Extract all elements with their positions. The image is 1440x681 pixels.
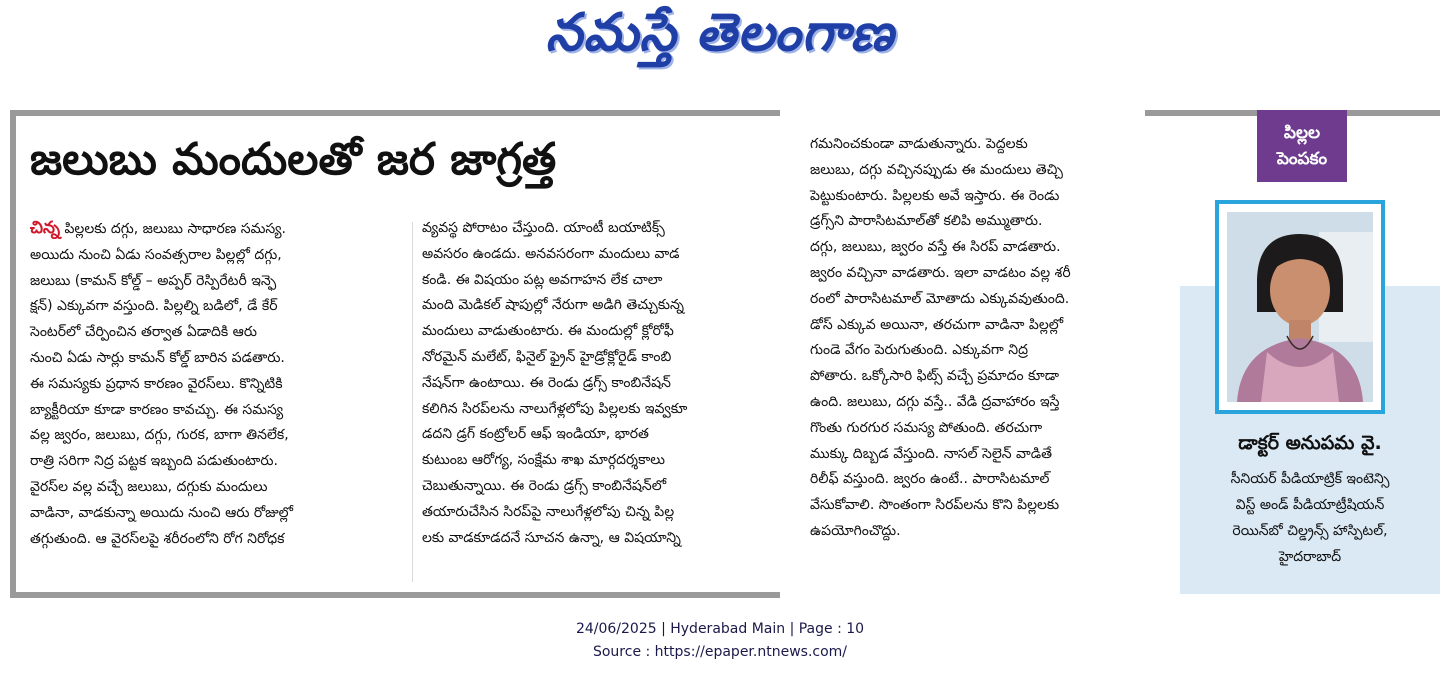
author-sidebar bbox=[1145, 110, 1440, 600]
column-divider bbox=[412, 222, 413, 582]
newspaper-logo: నమస్తే తెలంగాణ bbox=[545, 2, 895, 63]
person-portrait-icon bbox=[1227, 212, 1373, 402]
masthead bbox=[0, 0, 1440, 78]
doctor-name: డాక్టర్ అనుపమ వై. bbox=[1238, 432, 1382, 454]
article-top-rule bbox=[10, 110, 780, 116]
article-column-2: వ్యవస్థ పోరాటం చేస్తుంది. యాంటీ బయాటిక్స్ అవసరం ఉండదు. అనవసరంగా మందులు వాడ కండి. ఈ విషయం పట్ల అవగాహన లేక చాలా మంది మెడికల్ షాపుల్లో నేరుగా అడిగి తెచ్చుకున్న మందులు వాడుతుంటారు. ఈ మందుల్లో క్లోరోఫీ నోరమైన్ మలేట్, ఫినైల్ ఫ్రైన్ హైడ్రోక్లోరైడ్ కాంబి నేషన్‌గా ఉంటాయి. ఈ రెండు డ్రగ్స్ కాంబినేషన్ కలిగిన సిరప్‌లను నాలుగేళ్లలోపు పిల్లలకు ఇవ్వకూ డదని డ్రగ్ కంట్రోలర్ ఆఫ్ ఇండియా, భారత కుటుంబ ఆరోగ్య, సంక్షేమ శాఖ మార్గదర్శకాలు చెబుతున్నాయి. ఈ రెండు డ్రగ్స్ కాంబినేషన్‌లో తయారుచేసిన సిరప్‌పై నాలుగేళ్లలోపు చిన్న పిల్ల లకు వాడకూడదనే సూచన ఉన్నా, ఆ విషయాన్ని bbox=[422, 220, 688, 546]
author-photo bbox=[1227, 212, 1373, 402]
article-column-1: చిన్న పిల్లలకు దగ్గు, జలుబు సాధారణ సమస్య. అయిదు నుంచి ఏడు సంవత్సరాల పిల్లల్లో దగ్గు, జలుబు (కామన్ కోల్డ్ – అప్పర్ రెస్పిరేటరీ ఇన్ఫె క్షన్) ఎక్కువగా వస్తుంది. పిల్లల్ని బడిలో, డే కేర్ సెంటర్‌లో చేర్పించిన తర్వాత ఏడాదికి ఆరు నుంచి ఏడు సార్లు కామన్ కోల్డ్ బారిన పడతారు. ఈ సమస్యకు ప్రధాన కారణం వైరస్‌లు. కొన్నిటికి బ్యాక్టీరియా కూడా కారణం కావచ్చు. ఈ సమస్య వల్ల జ్వరం, జలుబు, దగ్గు, గురక, బాగా తినలేక, రాత్రి సరిగా నిద్ర పట్టక ఇబ్బంది పడుతుంటారు. వైరస్‌ల వల్ల వచ్చే జలుబు, దగ్గుకు మందులు వాడినా, వాడకున్నా అయిదు నుంచి ఆరు రోజుల్లో తగ్గుతుంది. ఆ వైరస్‌లపై శరీరంలోని రోగ నిరోధక bbox=[30, 218, 294, 547]
section-tag: పిల్లల పెంపకం bbox=[1257, 110, 1347, 182]
page-footer bbox=[0, 618, 1440, 664]
doctor-designation: సీనియర్ పీడియాట్రిక్ ఇంటెన్సి విస్ట్ అండ్ పీడియాట్రీషియన్ రెయిన్‌బో చిల్డ్రన్స్ హాస్పిటల్, హైదరాబాద్ bbox=[1230, 471, 1390, 565]
author-photo-frame bbox=[1215, 200, 1385, 414]
source-link[interactable]: Source : https://epaper.ntnews.com/ bbox=[592, 644, 848, 660]
article-headline: జలుబు మందులతో జర జాగ్రత్త bbox=[30, 134, 557, 185]
article-column-3: గమనించకుండా వాడుతున్నారు. పెద్దలకు జలుబు, దగ్గు వచ్చినప్పుడు ఈ మందులు తెచ్చి పెట్టుకుంటారు. పిల్లలకు అవే ఇస్తారు. ఈ రెండు డ్రగ్స్‌ని పారాసిటమాల్‌తో కలిపి అమ్ముతారు. దగ్గు, జలుబు, జ్వరం వస్తే ఈ సిరప్ వాడతారు. జ్వరం వచ్చినా వాడతారు. ఇలా వాడటం వల్ల శరీ రంలో పారాసిటమాల్ మోతాదు ఎక్కువవుతుంది. డోస్ ఎక్కువ అయినా, తరచుగా వాడినా పిల్లల్లో గుండె వేగం పెరుగుతుంది. ఎక్కువగా నిద్ర పోతారు. ఒక్కోసారి ఫిట్స్ వచ్చే ప్రమాదం కూడా ఉంది. జలుబు, దగ్గు వస్తే.. వేడి ద్రవాహారం ఇస్తే గొంతు గురగుర సమస్య పోతుంది. తరచుగా ముక్కు దిబ్బడ వేస్తుంది. నాసల్ సెలైన్ వాడితే రిలీఫ్ వస్తుంది. జ్వరం ఉంటే.. పారాసిటమాల్ వేసుకోవాలి. సొంతంగా సిరప్‌లను కొని పిల్లలకు ఉపయోగించొద్దు. bbox=[810, 136, 1071, 539]
edition-info: 24/06/2025 | Hyderabad Main | Page : 10 bbox=[575, 621, 865, 637]
dropcap-word: చిన్న bbox=[30, 218, 61, 238]
